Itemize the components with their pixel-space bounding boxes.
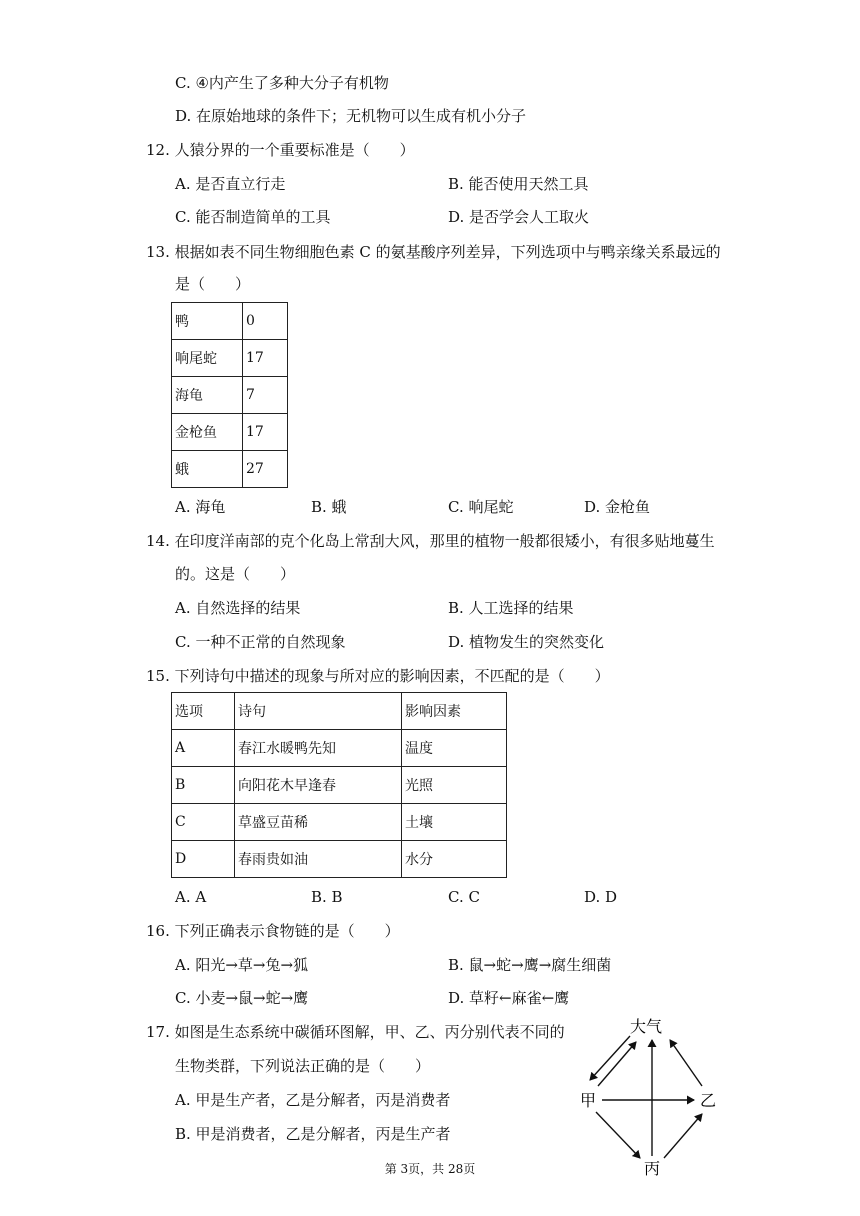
table-cell: 水分 — [402, 841, 507, 878]
arrow-yi-to-atmosphere — [670, 1040, 702, 1086]
node-jia: 甲 — [580, 1091, 597, 1110]
q15-option-d: D. D — [584, 888, 618, 906]
q14-option-d: D. 植物发生的突然变化 — [448, 633, 605, 651]
table-cell: 草盛豆苗稀 — [235, 804, 402, 841]
q13-option-a: A. 海龟 — [175, 498, 226, 516]
q16-option-d: D. 草籽←麻雀←鹰 — [448, 989, 570, 1007]
table-cell: 光照 — [402, 767, 507, 804]
q13-stem-line2: 是（ ） — [175, 275, 251, 293]
table-row — [172, 414, 288, 451]
q17-stem-line2: 生物类群，下列说法正确的是（ ） — [175, 1057, 431, 1075]
q14-option-a: A. 自然选择的结果 — [175, 599, 301, 617]
q16-option-c: C. 小麦→鼠→蛇→鹰 — [175, 989, 309, 1007]
table-cell: C — [172, 804, 235, 841]
table-cell: A — [172, 730, 235, 767]
q16-option-b: B. 鼠→蛇→鹰→腐生细菌 — [448, 956, 612, 974]
q15-option-c: C. C — [448, 888, 480, 906]
node-yi: 乙 — [700, 1091, 717, 1110]
q12-option-c: C. 能否制造简单的工具 — [175, 208, 331, 226]
table-cell: 27 — [243, 451, 288, 488]
carbon-cycle-diagram — [574, 1012, 724, 1180]
table-row — [172, 303, 288, 340]
table-row — [172, 451, 288, 488]
table-row — [172, 841, 507, 878]
table-row — [172, 377, 288, 414]
table-cell: 鸭 — [172, 303, 243, 340]
q15-option-b: B. B — [311, 888, 343, 906]
arrow-bing-to-yi — [664, 1114, 702, 1158]
table-cell: 蛾 — [172, 451, 243, 488]
table-row — [172, 693, 507, 730]
table-row — [172, 340, 288, 377]
node-atmosphere: 大气 — [630, 1017, 663, 1036]
q12-option-a: A. 是否直立行走 — [175, 175, 286, 193]
table-cell: 7 — [243, 377, 288, 414]
table-row — [172, 804, 507, 841]
q15-stem: 15. 下列诗句中描述的现象与所对应的影响因素，不匹配的是（ ） — [146, 667, 610, 685]
table-cell: B — [172, 767, 235, 804]
q13-table — [171, 302, 288, 488]
table-cell: 温度 — [402, 730, 507, 767]
q14-option-c: C. 一种不正常的自然现象 — [175, 633, 346, 651]
page-footer: 第 3页，共 28页 — [384, 1162, 476, 1176]
q13-stem-line1: 13. 根据如表不同生物细胞色素 C 的氨基酸序列差异，下列选项中与鸭亲缘关系最远的 — [146, 243, 721, 261]
table-cell: 春江水暖鸭先知 — [235, 730, 402, 767]
table-cell: 响尾蛇 — [172, 340, 243, 377]
q11-option-d: D. 在原始地球的条件下；无机物可以生成有机小分子 — [175, 107, 527, 125]
node-bing: 丙 — [644, 1159, 661, 1178]
table-header-cell: 选项 — [172, 693, 235, 730]
table-cell: D — [172, 841, 235, 878]
q13-option-c: C. 响尾蛇 — [448, 498, 514, 516]
q12-option-d: D. 是否学会人工取火 — [448, 208, 590, 226]
table-row — [172, 730, 507, 767]
q14-option-b: B. 人工选择的结果 — [448, 599, 574, 617]
q17-option-a: A. 甲是生产者，乙是分解者，丙是消费者 — [175, 1091, 451, 1109]
q16-option-a: A. 阳光→草→兔→狐 — [175, 956, 309, 974]
q12-option-b: B. 能否使用天然工具 — [448, 175, 589, 193]
table-header-cell: 诗句 — [235, 693, 402, 730]
q17-stem-line1: 17. 如图是生态系统中碳循环图解，甲、乙、丙分别代表不同的 — [146, 1023, 565, 1041]
table-header-cell: 影响因素 — [402, 693, 507, 730]
q15-option-a: A. A — [175, 888, 207, 906]
table-cell: 土壤 — [402, 804, 507, 841]
arrow-atmosphere-to-jia — [590, 1036, 630, 1080]
table-row — [172, 767, 507, 804]
arrow-jia-to-bing — [596, 1112, 640, 1158]
table-cell: 金枪鱼 — [172, 414, 243, 451]
table-cell: 向阳花木早逢春 — [235, 767, 402, 804]
table-cell: 春雨贵如油 — [235, 841, 402, 878]
table-cell: 海龟 — [172, 377, 243, 414]
q15-table — [171, 692, 507, 878]
q13-option-d: D. 金枪鱼 — [584, 498, 651, 516]
table-cell: 0 — [243, 303, 288, 340]
q12-stem: 12. 人猿分界的一个重要标准是（ ） — [146, 141, 415, 159]
q17-option-b: B. 甲是消费者，乙是分解者，丙是生产者 — [175, 1125, 451, 1143]
q13-option-b: B. 蛾 — [311, 498, 347, 516]
q14-stem-line1: 14. 在印度洋南部的克个化岛上常刮大风，那里的植物一般都很矮小，有很多贴地蔓生 — [146, 532, 715, 550]
q14-stem-line2: 的。这是（ ） — [175, 565, 296, 583]
table-cell: 17 — [243, 414, 288, 451]
q11-option-c: C. ④内产生了多种大分子有机物 — [175, 74, 389, 92]
table-cell: 17 — [243, 340, 288, 377]
q16-stem: 16. 下列正确表示食物链的是（ ） — [146, 922, 400, 940]
